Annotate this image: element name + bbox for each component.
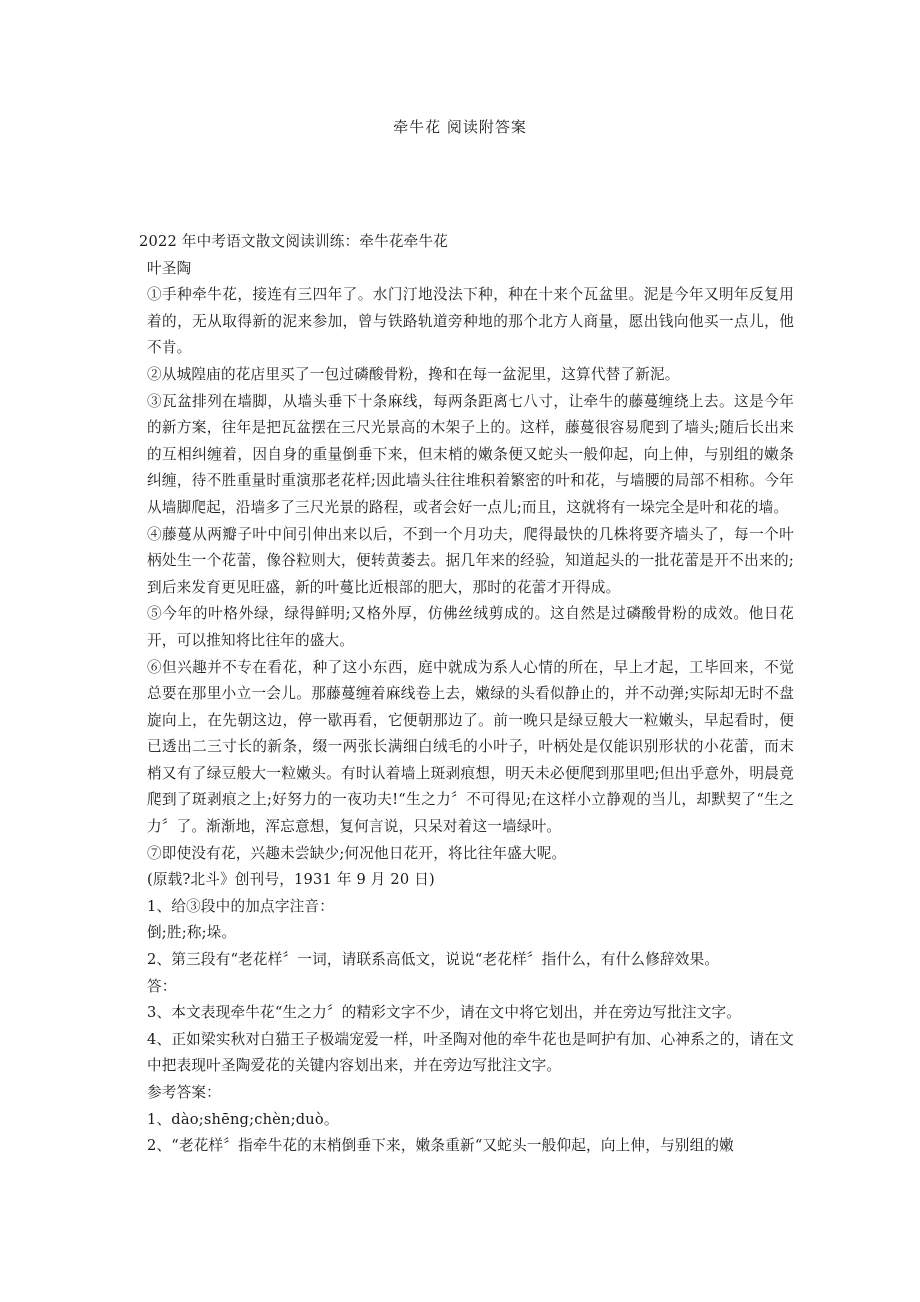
paragraph: ④藤蔓从两瓣子叶中间引伸出来以后，不到一个月功夫，爬得最快的几株将要齐墙头了，每一个叶柄处生一个花蕾，像谷粒则大，便转黄萎去。据几年来的经验，知道起头的一批花蕾是开不出来的;到后来发育更见旺盛，新的叶蔓比近根部的肥大，那时的花蕾才开得成。 xyxy=(147,525,794,596)
reference-answers-heading: 参考答案： xyxy=(147,1084,221,1101)
article-heading: 2022 年中考语文散文阅读训练：牵牛花牵牛花 xyxy=(139,233,449,250)
answer-label: 答： xyxy=(147,977,177,995)
paragraph: ③瓦盆排列在墙脚，从墙头垂下十条麻线，每两条距离七八寸，让牵牛的藤蔓缠绕上去。这是今年的新方案，往年是把瓦盆摆在三尺光景高的木架子上的。这样，藤蔓很容易爬到了墙头;随后长出来的互相纠缠着，因自身的重量倒垂下来，但末梢的嫩条便又蛇头一般仰起，向上伸，与别组的嫩条纠缠，待不胜重量时重演那老花样;因此墙头往往堆积着繁密的叶和花，与墙腰的局部不相称。今年从墙脚爬起，沿墙多了三尺光景的路程，或者会好一点儿;而且，这就将有一垛完全是叶和花的墙。 xyxy=(147,392,794,516)
document-title: 牵牛花 阅读附答案 xyxy=(393,118,527,136)
answer-2: 2、“老花样〞指牵牛花的末梢倒垂下来，嫩条重新“又蛇头一般仰起，向上伸，与别组的嫩 xyxy=(147,1137,734,1155)
answer-1: 1、dào;shēng;chèn;duò。 xyxy=(147,1110,339,1128)
question-1: 1、给③段中的加点字注音： xyxy=(147,897,335,915)
question-4: 4、正如梁实秋对白猫王子极端宠爱一样，叶圣陶对他的牵牛花也是呵护有加、心神系之的，请在文中把表现叶圣陶爱花的关键内容划出来，并在旁边写批注文字。 xyxy=(147,1030,794,1075)
paragraph: ⑤今年的叶格外绿，绿得鲜明;又格外厚，仿佛丝绒剪成的。这自然是过磷酸骨粉的成效。他日花开，可以推知将比往年的盛大。 xyxy=(147,605,794,649)
source-note: (原载?北斗》创刊号，1931 年 9 月 20 日) xyxy=(147,871,435,889)
paragraph: ⑦即使没有花，兴趣未尝缺少;何况他日花开，将比往年盛大呢。 xyxy=(147,844,567,862)
document-body xyxy=(139,229,794,1160)
article-author: 叶圣陶 xyxy=(147,259,192,277)
paragraph: ②从城隍庙的花店里买了一包过磷酸骨粉，搀和在每一盆泥里，这算代替了新泥。 xyxy=(147,365,680,383)
question-2: 2、第三段有“老花样〞一词，请联系高低文，说说“老花样〞指什么，有什么修辞效果。 xyxy=(147,951,720,969)
question-3: 3、本文表现牵牛花“生之力〞的精彩文字不少，请在文中将它划出，并在旁边写批注文字。 xyxy=(147,1004,742,1022)
paragraph: ①手种牵牛花，接连有三四年了。水门汀地没法下种，种在十来个瓦盆里。泥是今年又明年反复用着的，无从取得新的泥来参加，曾与铁路轨道旁种地的那个北方人商量，愿出钱向他买一点儿，他不肯。 xyxy=(147,286,794,357)
question-1-words: 倒;胜;称;垛。 xyxy=(147,924,237,942)
paragraph: ⑥但兴趣并不专在看花，种了这小东西，庭中就成为系人心情的所在，早上才起，工毕回来，不觉总要在那里小立一会儿。那藤蔓缠着麻线卷上去，嫩绿的头看似静止的，并不动弹;实际却无时不盘旋向上，在先朝这边，停一歇再看，它便朝那边了。前一晚只是绿豆般大一粒嫩头，早起看时，便已透出二三寸长的新条，缀一两张长满细白绒毛的小叶子，叶柄处是仅能识别形状的小花蕾，而末梢又有了绿豆般大一粒嫩头。有时认着墙上斑剥痕想，明天未必便爬到那里吧;但出乎意外，明晨竟爬到了斑剥痕之上;好努力的一夜功夫!“生之力〞不可得见;在这样小立静观的当儿，却默契了“生之力〞了。渐渐地，浑忘意想，复何言说，只呆对着这一墙绿叶。 xyxy=(147,658,794,836)
